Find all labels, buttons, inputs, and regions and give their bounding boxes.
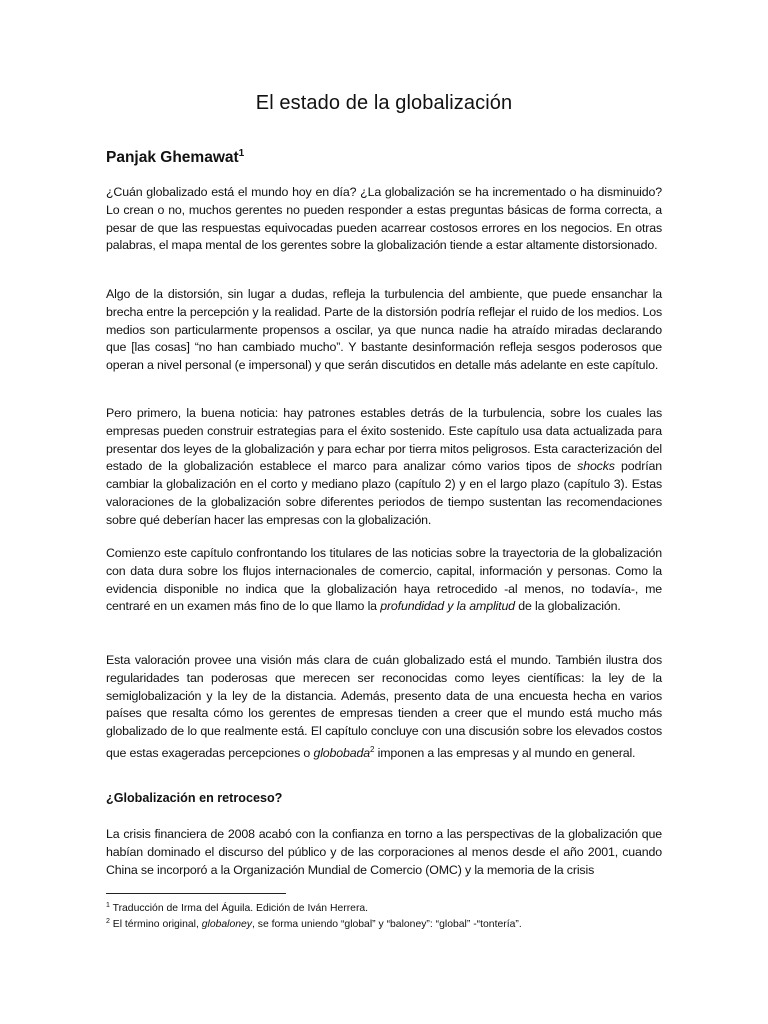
footnote-1-text: Traducción de Irma del Águila. Edición de Iván Herrera. [109, 903, 369, 914]
paragraph-5-emphasis: globobada [313, 745, 370, 760]
footnote-2-end: , se forma uniendo “global” y “baloney”: “global” -“tontería”. [252, 919, 522, 930]
footnote-1 [106, 899, 368, 916]
footnote-ref-2: 2 [370, 744, 375, 754]
paragraph-4 [106, 545, 662, 616]
footnote-ref-1: 1 [238, 148, 245, 159]
section-heading: ¿Globalización en retroceso? [106, 791, 283, 805]
paragraph-5 [106, 652, 662, 763]
author-name [106, 148, 244, 167]
section-paragraph: La crisis financiera de 2008 acabó con la confianza en torno a las perspectivas de la globalización que habían dominado el discurso del público y de las corporaciones al menos desde el año 2001, cuando China se incorporó a la Organización Mundial de Comercio (OMC) y la memoria de la crisis [106, 827, 662, 877]
paragraph-1: ¿Cuán globalizado está el mundo hoy en día? ¿La globalización se ha incrementado o ha disminuido? Lo crean o no, muchos gerentes no pueden responder a estas preguntas básicas de forma correcta, a pesar de que las respuestas equivocadas pueden acarrear costosos errores en los negocios. En otras palabras, el mapa mental de los gerentes sobre la globalización tiende a estar altamente distorsionado. [106, 185, 662, 253]
footnote-2 [106, 915, 522, 932]
paragraph-3-emphasis: shocks [577, 459, 615, 474]
footnote-2-start: El término original, [109, 919, 202, 930]
paragraph-4-end: de la globalización. [514, 599, 621, 614]
footnote-2-emphasis: globaloney [201, 919, 252, 930]
paragraph-4-start: Comienzo este capítulo confrontando los titulares de las noticias sobre la trayectoria de la globalización con data dura sobre los flujos internacionales de comercio, capital, información y personas. Como la evidencia disponible no indica que la globalización haya retrocedido -al menos, no todavía-, me centraré en un examen más fino de lo que llamo la [106, 546, 662, 614]
footnote-2-marker: 2 [106, 918, 110, 925]
document-title: El estado de la globalización [255, 92, 513, 114]
paragraph-2: Algo de la distorsión, sin lugar a dudas, refleja la turbulencia del ambiente, que puede ensanchar la brecha entre la percepción y la realidad. Parte de la distorsión podría reflejar el ruido de los medios. Los medios son particularmente propensos a oscilar, ya que nunca nadie ha atraído miradas declarando que [las cosas] “no han cambiado mucho”. Y bastante desinformación refleja sesgos poderosos que operan a nivel personal (e impersonal) y que serán discutidos en detalle más adelante en este capítulo. [106, 287, 662, 373]
footnote-divider [106, 893, 286, 894]
paragraph-5-end: imponen a las empresas y al mundo en general. [374, 745, 636, 760]
footnote-1-marker: 1 [106, 902, 110, 909]
paragraph-3-end: podrían cambiar la globalización en el corto y mediano plazo (capítulo 2) y en el largo plazo (capítulo 3). Estas valoraciones de la globalización sobre diferentes periodos de tiempo sustentan las recomendaciones sobre qué deberían hacer las empresas con la globalización. [106, 459, 662, 527]
paragraph-5-start: Esta valoración provee una visión más clara de cuán globalizado está el mundo. También ilustra dos regularidades tan poderosas que merecen ser reconocidas como leyes científicas: la ley de la semiglobalización y la ley de la distancia. Además, presento data de una encuesta hecha en varios países que resalta cómo los gerentes de empresas tienden a creer que el mundo está mucho más globalizado de lo que realmente está. El capítulo concluye con una discusión sobre los elevados costos que estas exageradas percepciones o [106, 653, 662, 760]
paragraph-3-start: Pero primero, la buena noticia: hay patrones estables detrás de la turbulencia, sobre los cuales las empresas pueden construir estrategias para el éxito sostenido. Este capítulo usa data actualizada para presentar dos leyes de la globalización y para echar por tierra mitos peligrosos. Esta caracterización del estado de la globalización establece el marco para analizar cómo varios tipos de [106, 406, 662, 474]
paragraph-3 [106, 405, 662, 530]
paragraph-4-emphasis: profundidad y la amplitud [380, 599, 515, 614]
author-text: Panjak Ghemawat [106, 149, 239, 166]
